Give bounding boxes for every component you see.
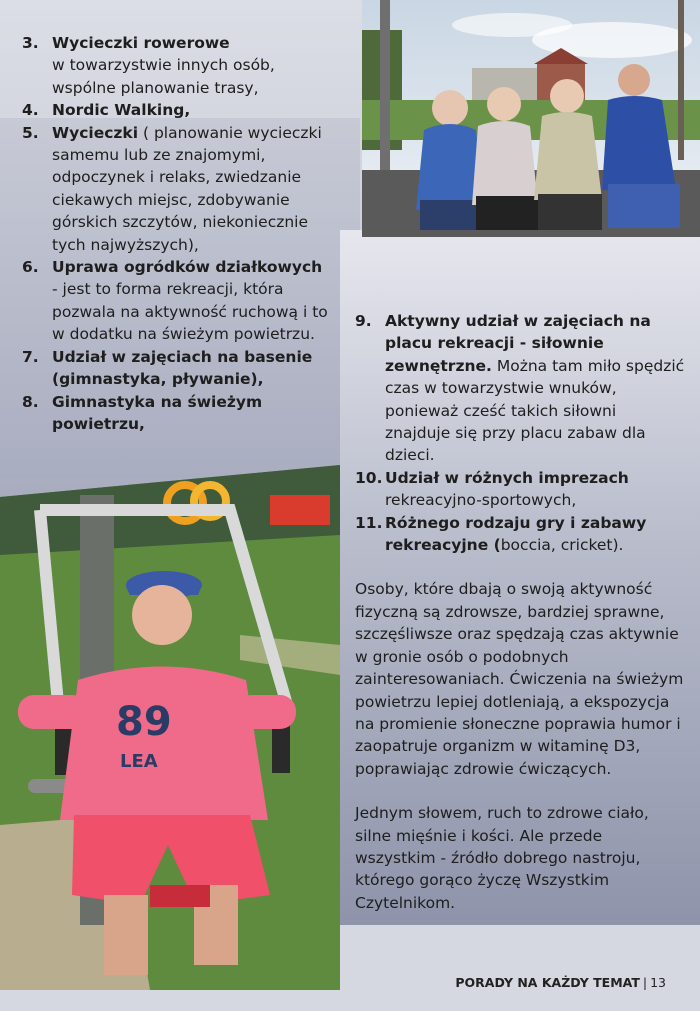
photo-man-outdoor-gym xyxy=(0,465,340,990)
list-number: 10. xyxy=(355,468,383,487)
list-number: 4. xyxy=(22,101,39,120)
item-text: Można tam miło spędzić czas w towarzystwie wnuków, ponieważ cześć takich siłowni znajduje się przy placu zabaw dla dzieci. xyxy=(385,356,685,465)
item-heading: Udział w różnych imprezach xyxy=(385,468,629,487)
left-column xyxy=(22,32,332,435)
list-item xyxy=(355,467,685,512)
item-heading: Gimnastyka na świeżym powietrzu, xyxy=(52,392,263,433)
item-text: w towarzystwie innych osób, wspólne planowanie trasy, xyxy=(52,56,275,97)
closing-paragraph: Jednym słowem, ruch to zdrowe ciało, silne mięśnie i kości. Ale przede wszystkim - źródło dobrego nastroju, którego gorąco życzę Wszystkim Czytelnikom. xyxy=(355,804,649,912)
item-heading: Wycieczki xyxy=(52,123,139,142)
list-number: 5. xyxy=(22,123,39,142)
list-number: 11. xyxy=(355,513,383,532)
list-item xyxy=(22,32,332,99)
photo-seniors-on-bench xyxy=(362,0,700,237)
section-title: PORADY NA KAŻDY TEMAT xyxy=(455,975,640,990)
right-column xyxy=(355,310,685,936)
svg-text:89: 89 xyxy=(116,699,172,745)
list-number: 7. xyxy=(22,347,39,366)
page-footer xyxy=(455,975,666,990)
list-item xyxy=(22,256,332,346)
body-paragraph: Osoby, które dbają o swoją aktywność fizyczną są zdrowsze, bardziej sprawne, szczęśliwsze oraz spędzają czas aktywnie w gronie osób o podobnych zainteresowaniach. Ćwiczenia na świeżym powietrzu lepiej dotleniają, a ekspozycja na promienie słoneczne poprawia humor i zaopatruje organizm w witaminę D3, poprawiając zdrowie ćwiczących. xyxy=(355,580,684,778)
list-number: 9. xyxy=(355,312,372,330)
list-item xyxy=(355,512,685,557)
list-item xyxy=(22,99,332,121)
activity-list-left xyxy=(22,32,332,435)
list-item xyxy=(22,346,332,391)
item-heading: Uprawa ogródków działkowych xyxy=(52,258,323,277)
list-item xyxy=(22,391,332,436)
activity-list-right xyxy=(355,310,685,556)
item-text: boccia, cricket). xyxy=(500,536,624,555)
list-number: 6. xyxy=(22,258,39,277)
item-heading: Nordic Walking, xyxy=(52,101,191,120)
list-number: 8. xyxy=(22,392,39,411)
item-heading: Wycieczki rowerowe xyxy=(52,34,230,52)
list-number: 3. xyxy=(22,34,39,52)
item-text: ( planowanie wycieczki samemu lub ze znajomymi, odpoczynek i relaks, zwiedzanie ciekawych miejsc, zdobywanie górskich szczytów, niekoniecznie tych najwyższych), xyxy=(52,123,322,254)
item-heading: Aktywny udział w zajęciach na placu rekreacji - siłownie zewnętrzne. xyxy=(385,312,651,375)
item-text: rekreacyjno-sportowych, xyxy=(385,491,577,510)
list-item xyxy=(355,310,685,467)
item-heading: Różnego rodzaju gry i zabawy rekreacyjne ( xyxy=(385,513,647,555)
item-text: - jest to forma rekreacji, która pozwala na aktywność ruchową i to w dodatku na świeżym powietrzu. xyxy=(52,280,328,344)
footer-separator: | xyxy=(642,975,648,990)
list-item xyxy=(22,122,332,256)
page-number: 13 xyxy=(650,975,666,990)
svg-text:LEA: LEA xyxy=(120,751,158,772)
item-heading: Udział w zajęciach na basenie (gimnastyka, pływanie), xyxy=(52,347,313,389)
